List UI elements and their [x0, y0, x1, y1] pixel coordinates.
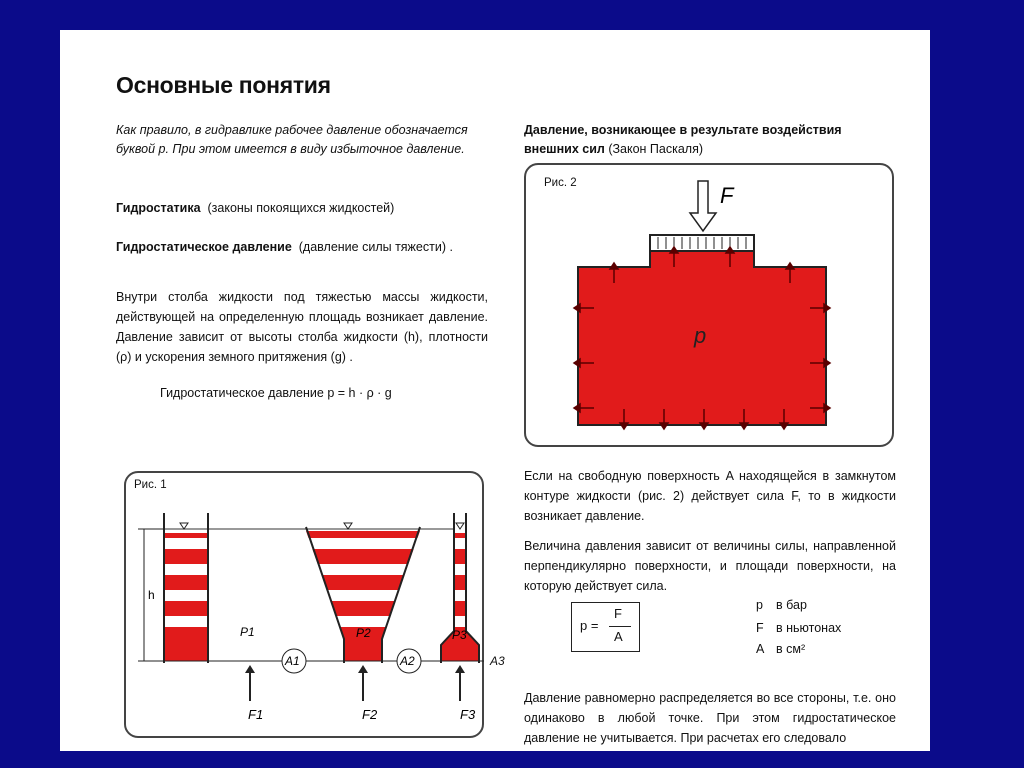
a1-label: A1 [285, 654, 300, 668]
vessel-2-base [344, 637, 382, 661]
hydrostatic-formula: Гидростатическое давление p = h · ρ · g [160, 386, 392, 400]
figure-2-caption: Рис. 2 [544, 177, 577, 189]
figure-1-caption: Рис. 1 [134, 479, 167, 491]
hydrostatics-heading [116, 201, 394, 215]
legend-symbol: p [756, 598, 763, 612]
legend-text: в ньютонах [776, 621, 842, 635]
f2-label: F2 [362, 707, 378, 722]
level-marker-2-icon [344, 523, 352, 529]
pascal-paragraph-2: Величина давления зависит от величины силы, направленной перпендикулярно поверхности, и площади поверхности, на которую действует сила. [524, 539, 896, 593]
pressure-label: p [694, 323, 707, 348]
a3-label: A3 [490, 654, 505, 668]
f1-label: F1 [248, 707, 264, 722]
pascal-paragraph-3: Давление равномерно распределяется во все стороны, т.е. оно одинаково в любой точке. При этом гидростатическое давление не учитывается. При расчетах его следовало [524, 691, 896, 745]
formula-fraction-bar [609, 626, 631, 627]
vessel-2-liquid [306, 531, 420, 639]
formula-denominator: A [614, 629, 623, 644]
force-label: F [720, 183, 734, 208]
level-marker-1-icon [180, 523, 188, 529]
a2-label: A2 [400, 654, 415, 668]
formula-p: p = [580, 618, 599, 633]
formula-numerator: F [614, 606, 622, 621]
hydrostatic-pressure-heading [116, 240, 453, 254]
hydrostatics-note: (законы покоящихся жидкостей) [207, 201, 395, 215]
legend-item-a [756, 642, 805, 656]
vessel-1-base [165, 631, 207, 661]
p1-label: P1 [240, 625, 255, 639]
legend-item-f [756, 621, 841, 635]
pascal-heading [524, 121, 896, 159]
pressure-formula-box [571, 602, 640, 652]
legend-symbol: F [756, 621, 764, 635]
pascal-head-text: Давление, возникающее в результате воздействия внешних сил [524, 123, 842, 156]
hydrostatic-paragraph: Внутри столба жидкости под тяжестью массы жидкости, действующей на определенную площадь возникает давление. Давление зависит от высоты столба жидкости (h), плотности (ρ) и ускорения земного притяжения (g) . [116, 290, 488, 364]
figure-1-diagram [124, 471, 484, 738]
f3-label: F3 [460, 707, 476, 722]
vessel-3-base [442, 643, 478, 661]
p2-label: P2 [356, 626, 371, 640]
pascal-paragraph-1: Если на свободную поверхность A находящейся в замкнутом контуре жидкости (рис. 2) действует сила F, то в жидкости возникает давление. [524, 469, 896, 523]
legend-item-p [756, 598, 807, 612]
document-sheet [60, 30, 930, 751]
hydrostatic-pressure-note: (давление силы тяжести) . [298, 240, 453, 254]
legend-text: в бар [776, 598, 807, 612]
legend-text: в см² [776, 642, 806, 656]
height-label: h [148, 588, 155, 602]
force-arrow-icon [690, 181, 716, 231]
hydrostatics-term: Гидростатика [116, 201, 201, 215]
intro-paragraph: Как правило, в гидравлике рабочее давление обозначается буквой p. При этом имеется в виду избыточное давление. [116, 123, 468, 156]
level-marker-3-icon [456, 523, 464, 529]
p3-label: P3 [452, 628, 467, 642]
hydrostatic-pressure-term: Гидростатическое давление [116, 240, 292, 254]
legend-symbol: A [756, 642, 765, 656]
pascal-note: (Закон Паскаля) [608, 142, 704, 156]
page-title: Основные понятия [116, 72, 331, 98]
vessel-3-liquid [455, 533, 465, 633]
figure-2-diagram [524, 163, 894, 447]
